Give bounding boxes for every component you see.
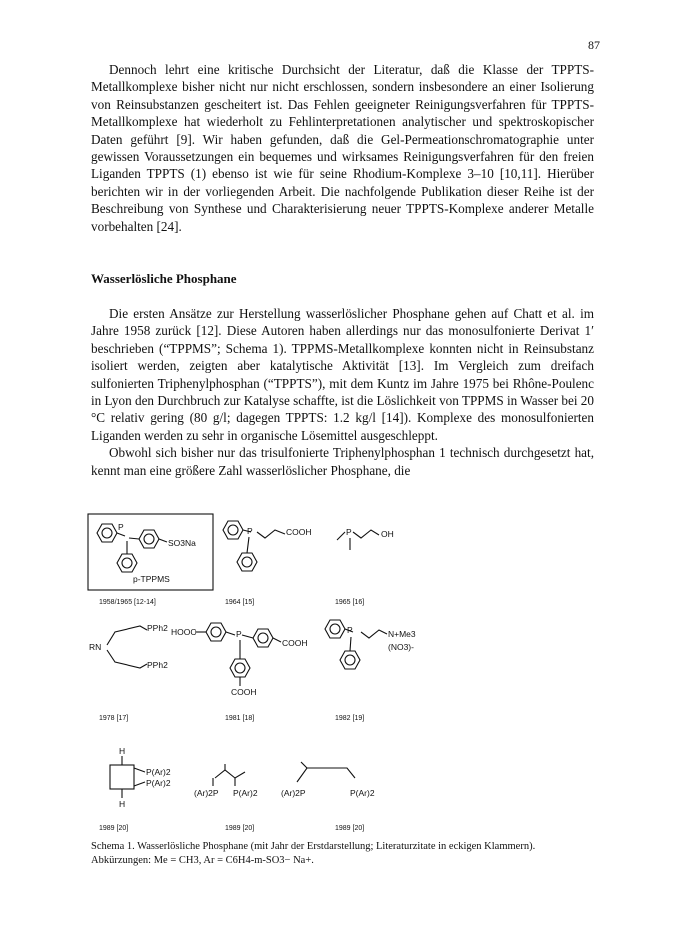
par2-label-4: P(Ar)2 — [350, 788, 375, 798]
year-label: 1978 [17] — [99, 715, 129, 722]
hooc-label: HOOC — [171, 627, 197, 637]
year-label: 1965 [16] — [335, 599, 365, 606]
pph2-label-2: PPh2 — [147, 660, 168, 670]
section-heading: Wasserlösliche Phosphane — [91, 271, 237, 286]
ring-c2 — [253, 629, 273, 647]
ring-c3 — [230, 659, 250, 677]
paragraph-3: Obwohl sich bisher nur das trisulfonierte Triphenylphosphan 1 technisch durchgesetzt hat, kennt man eine größere Zahl wasserlöslicher Phosphane, die — [91, 445, 594, 478]
ring-a2 — [139, 530, 159, 548]
ring-b2 — [237, 553, 257, 571]
h-label-2: H — [119, 799, 126, 809]
par2-label-2: P(Ar)2 — [146, 778, 171, 788]
ring-a1 — [97, 524, 117, 542]
year-label: 1958/1965 [12-14] — [99, 599, 156, 606]
oh-label: OH — [381, 529, 394, 539]
so3na-label: SO3Na — [168, 538, 196, 548]
ar2p-label-2: (Ar)2P — [281, 788, 306, 798]
year-label: 1989 [20] — [335, 825, 365, 832]
h-label-1: H — [119, 746, 126, 756]
scheme-1 — [85, 510, 605, 840]
tppms-label: p-TPPMS — [133, 574, 170, 584]
scheme-caption — [91, 840, 611, 868]
cooh-label-1: COOH — [286, 527, 312, 537]
year-label: 1982 [19] — [335, 715, 365, 722]
ring-b1 — [223, 521, 243, 539]
p-atom-2: P — [247, 526, 253, 536]
year-label: 1989 [20] — [225, 825, 255, 832]
p-atom-1: P — [118, 522, 124, 532]
rn-label: RN — [89, 642, 102, 652]
paragraph-1: Dennoch lehrt eine kritische Durchsicht der Literatur, daß die Klasse der TPPTS-Metallkomplexe bisher nicht nur nicht erschlossen, sondern insbesondere an einer Isolierung von Reinsubstanzen gescheitert ist. Das Fehlen geeigneter Reinigungsverfahren für TPPTS-Metallkomplexe hat wiederholt zu Fehlinterpretationen analytischer und spektroskopischer Daten geführt [9]. Wir haben gefunden, daß die Gel-Permeationschromatographie unter gewissen Voraussetzungen ein bequemes und wirksames Reinigungsverfahren für den freien Liganden TPPTS (1) ebenso ist wie für seine Rhodium-Komplexe 3–10 [10,11]. Hierüber berichten wir in der vorliegenden Arbeit. Die nachfolgende Publikation dieser Reihe ist der Beschreibung von Synthese und Charakterisierung neuer TPPTS-Komplexe anderer Metalle vorbehalten [24]. — [91, 62, 594, 234]
year-label: 1981 [18] — [225, 715, 255, 722]
paragraph-2: Die ersten Ansätze zur Herstellung wasserlöslicher Phosphane gehen auf Chatt et al. im Jahre 1958 zurück [12]. Diese Autoren haben allerdings nur das monosulfonierte Derivat 1′ beschrieben (“TPPMS”; Schema 1). TPPMS-Metallkomplexe konnten nicht in Reinsubstanz isoliert werden, zeigten aber katalytische Aktivität [13]. Im Vergleich zum dreifach sulfonierten Triphenylphosphan (“TPPTS”), mit dem Kuntz im Jahre 1975 bei Rhône-Poulenc in Lyon den Durchbruch zur Katalyse schaffte, ist die Löslichkeit von TPPMS in Wasser bei 20 °C relativ gering (80 g/l; dagegen TPPTS: 1.2 kg/l [14]). Komplexe des monosulfonierten Liganden werden zu sehr in organische Lösemittel ausgeschleppt. — [91, 306, 594, 443]
ring-d1 — [325, 620, 345, 638]
p-atom-4: P — [236, 629, 242, 639]
par2-label-1: P(Ar)2 — [146, 767, 171, 777]
nme3-label: N+Me3 — [388, 629, 416, 639]
scheme-structures — [85, 510, 605, 835]
cooh-label-2: COOH — [282, 638, 308, 648]
ring-d2 — [340, 651, 360, 669]
caption-line-2: Abkürzungen: Me = CH3, Ar = C6H4-m-SO3− Na+. — [91, 855, 314, 866]
pph2-label-1: PPh2 — [147, 623, 168, 633]
p-atom-5: P — [347, 625, 353, 635]
year-label: 1964 [15] — [225, 599, 255, 606]
par2-label-3: P(Ar)2 — [233, 788, 258, 798]
paragraph-body — [91, 305, 594, 479]
p-atom-3: P — [346, 527, 352, 537]
ring-c1 — [206, 623, 226, 641]
cyclobutane-ring — [110, 765, 134, 789]
year-label: 1989 [20] — [99, 825, 129, 832]
paragraph-intro — [91, 61, 594, 235]
no3-label: (NO3)- — [388, 642, 414, 652]
cooh-label-3: COOH — [231, 687, 257, 697]
ar2p-label-1: (Ar)2P — [194, 788, 219, 798]
caption-line-1: Schema 1. Wasserlösliche Phosphane (mit Jahr der Erstdarstellung; Literaturzitate in eckigen Klammern). — [91, 841, 536, 852]
ring-a3 — [117, 554, 137, 572]
page-number: 87 — [588, 38, 600, 52]
